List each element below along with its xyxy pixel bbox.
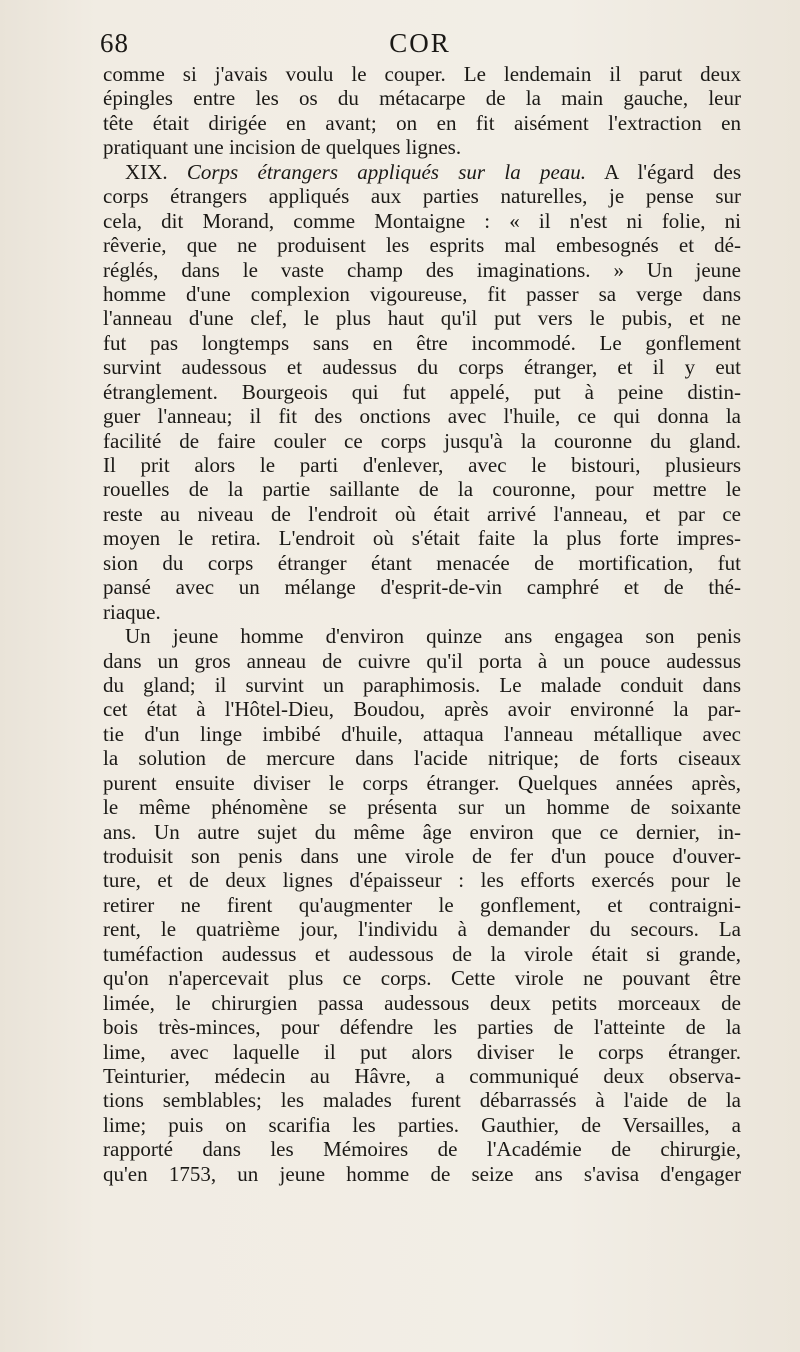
text-line: rouelles de la partie saillante de la couronne, pour mettre le — [103, 477, 741, 502]
text-line: dans un gros anneau de cuivre qu'il porta à un pouce audessus — [103, 648, 741, 673]
section-title: Corps étrangers appliqués sur la peau. — [186, 159, 587, 184]
text-line: le même phénomène se présenta sur un homme de soixante — [103, 795, 741, 820]
text-line: tions semblables; les malades furent débarrassés à l'aide de la — [103, 1088, 741, 1113]
text-line: riaque. — [103, 599, 161, 624]
text-line: homme d'une complexion vigoureuse, fit passer sa verge dans — [103, 281, 741, 306]
text-line: fut pas longtemps sans en être incommodé. Le gonflement — [103, 330, 741, 355]
text-line: corps étrangers appliqués aux parties naturelles, je pense sur — [103, 184, 741, 209]
text-line: lime; puis on scarifia les parties. Gauthier, de Versailles, a — [103, 1112, 741, 1137]
text-line: reste au niveau de l'endroit où était arrivé l'anneau, et par ce — [103, 501, 741, 526]
text-line: tie d'un linge imbibé d'huile, attaqua l'anneau métallique avec — [103, 721, 741, 746]
text-line: rapporté dans les Mémoires de l'Académie de chirurgie, — [103, 1137, 741, 1162]
text-line: pratiquant une incision de quelques lignes. — [103, 135, 462, 160]
text-line: tête était dirigée en avant; on en fit aisément l'extraction en — [103, 110, 741, 135]
page-number: 68 — [100, 28, 129, 58]
page-header — [100, 28, 740, 62]
text-line: purent ensuite diviser le corps étranger. Quelques années après, — [103, 770, 741, 795]
text-line: tuméfaction audessus et audessous de la virole était si grande, — [103, 941, 741, 966]
section-heading-line — [103, 160, 741, 184]
body-text — [103, 62, 741, 1186]
text-line: rêverie, que ne produisent les esprits mal embesognés et dé- — [103, 233, 741, 258]
text-line: cela, dit Morand, comme Montaigne : « il n'est ni folie, ni — [103, 208, 741, 233]
text-line: sion du corps étranger étant menacée de mortification, fut — [103, 550, 741, 575]
text-line: Il prit alors le parti d'enlever, avec le bistouri, plusieurs — [103, 453, 741, 477]
text-line: retirer ne firent qu'augmenter le gonflement, et contraigni- — [103, 892, 741, 917]
text-line: Teinturier, médecin au Hâvre, a communiqué deux observa- — [103, 1063, 741, 1088]
running-head: COR — [389, 28, 451, 58]
text-line: troduisit son penis dans une virole de fer d'un pouce d'ouver- — [103, 844, 741, 868]
text-line: cet état à l'Hôtel-Dieu, Boudou, après avoir environné la par- — [103, 697, 741, 722]
text-line: guer l'anneau; il fit des onctions avec l'huile, ce qui donna la — [103, 404, 741, 429]
text-line: qu'en 1753, un jeune homme de seize ans s'avisa d'engager — [103, 1161, 741, 1186]
section-number: XIX. — [125, 159, 168, 184]
text-line: comme si j'avais voulu le couper. Le lendemain il parut deux — [103, 62, 741, 86]
text-line: moyen le retira. L'endroit où s'était faite la plus forte impres- — [103, 526, 741, 551]
text-line: facilité de faire couler ce corps jusqu'à la couronne du gland. — [103, 428, 741, 453]
text-line: la solution de mercure dans l'acide nitrique; de forts ciseaux — [103, 746, 741, 771]
text-line: rent, le quatrième jour, l'individu à demander du secours. La — [103, 917, 741, 942]
text-line: pansé avec un mélange d'esprit-de-vin camphré et de thé- — [103, 575, 741, 600]
text-line: ans. Un autre sujet du même âge environ que ce dernier, in- — [103, 819, 741, 844]
text-line: épingles entre les os du métacarpe de la main gauche, leur — [103, 86, 741, 111]
text-line: survint audessous et audessus du corps étranger, et il y eut — [103, 355, 741, 380]
text-line: lime, avec laquelle il put alors diviser le corps étranger. — [103, 1039, 741, 1064]
text-line: Un jeune homme d'environ quinze ans engagea son penis — [125, 624, 741, 649]
text-line: limée, le chirurgien passa audessous deux petits morceaux de — [103, 990, 741, 1015]
text-line: ture, et de deux lignes d'épaisseur : les efforts exercés pour le — [103, 868, 741, 893]
text-line: étranglement. Bourgeois qui fut appelé, put à peine distin- — [103, 379, 741, 404]
text-line: l'anneau d'une clef, le plus haut qu'il put vers le pubis, et ne — [103, 306, 741, 331]
text-line: du gland; il survint un paraphimosis. Le malade conduit dans — [103, 672, 741, 697]
text-line: bois très-minces, pour défendre les parties de l'atteinte de la — [103, 1015, 741, 1040]
text-line: réglés, dans le vaste champ des imaginations. » Un jeune — [103, 257, 741, 282]
section-lead-text: A l'égard des — [604, 159, 741, 184]
text-line: qu'on n'apercevait plus ce corps. Cette virole ne pouvant être — [103, 966, 741, 991]
